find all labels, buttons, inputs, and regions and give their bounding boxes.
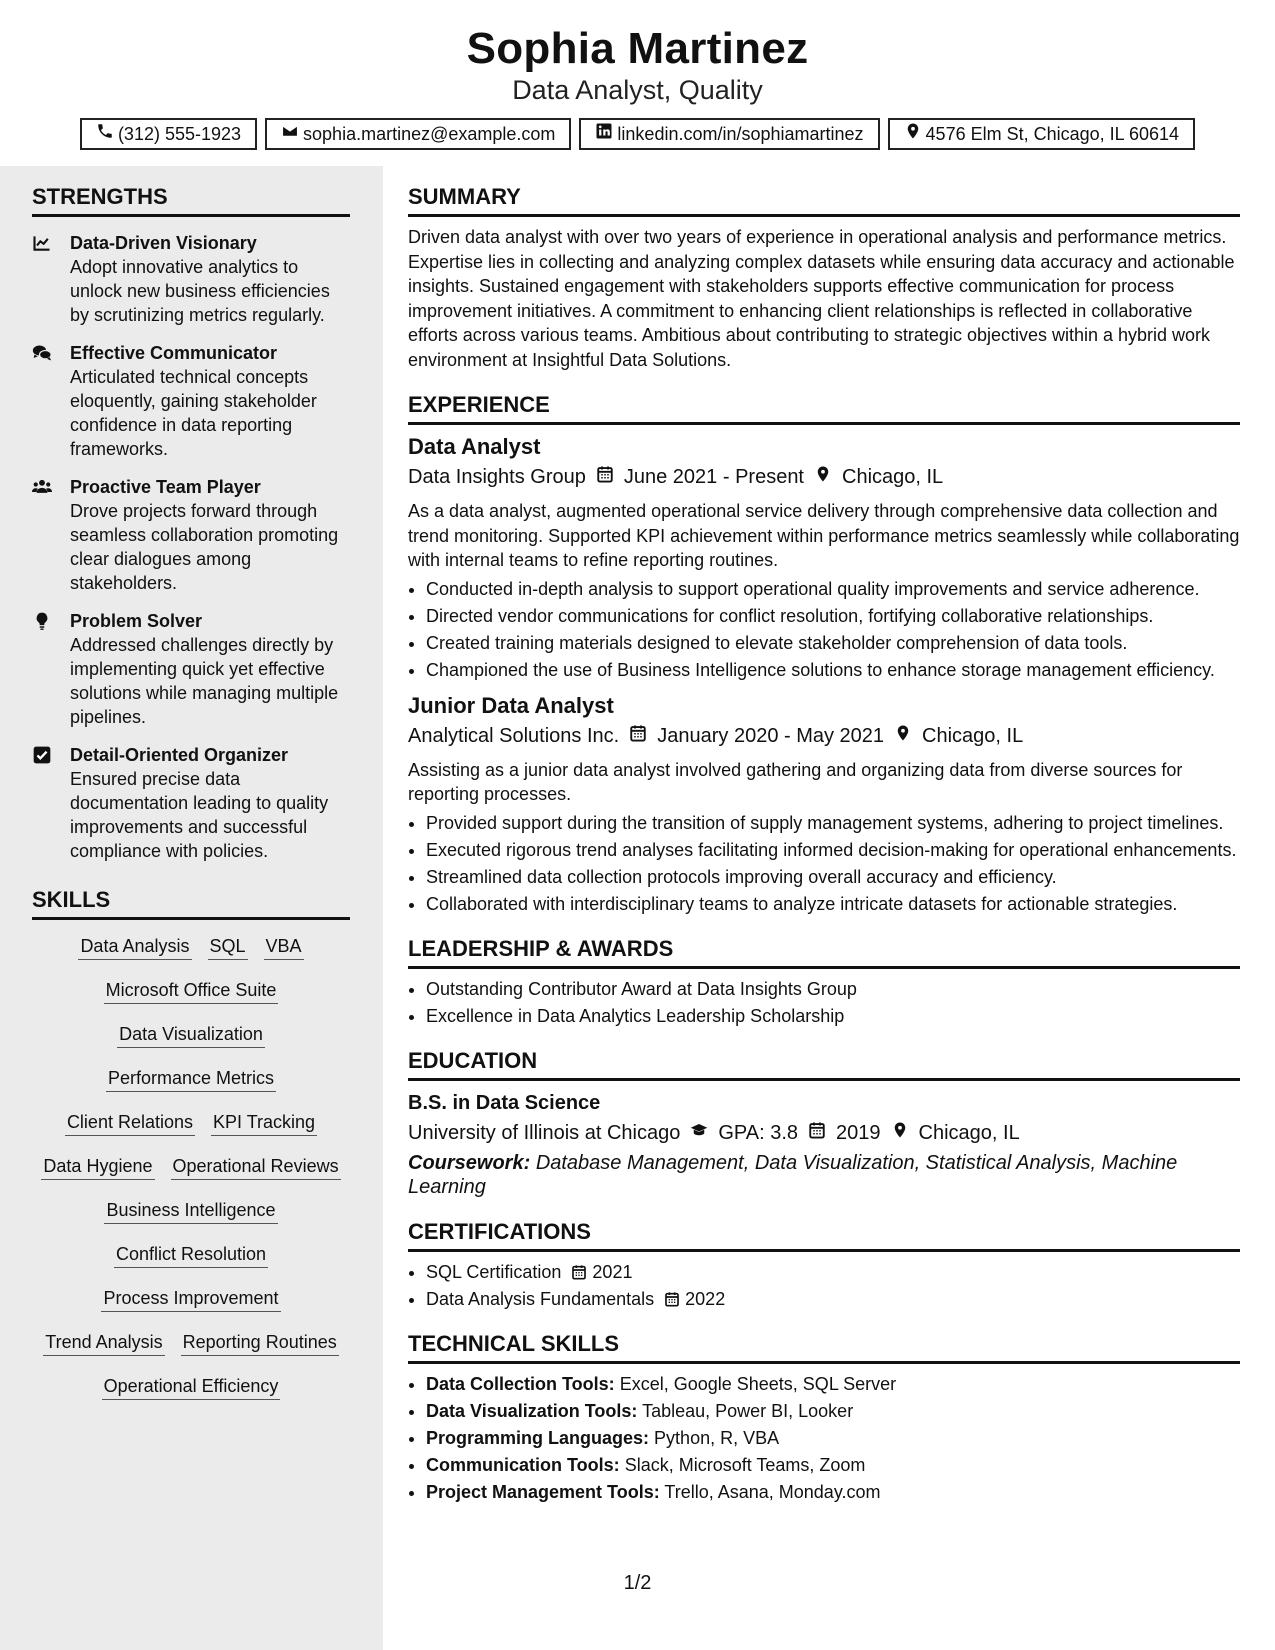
job-location: Chicago, IL — [842, 466, 944, 488]
degree-title: B.S. in Data Science — [408, 1091, 601, 1114]
chart-line-icon — [32, 231, 70, 327]
skill-tag: Data Analysis — [78, 934, 191, 960]
tech-value: Trello, Asana, Monday.com — [664, 1481, 881, 1502]
tech-value: Slack, Microsoft Teams, Zoom — [624, 1454, 866, 1475]
tech-label: Communication Tools: — [426, 1454, 620, 1475]
tech-label: Project Management Tools: — [426, 1481, 660, 1502]
certification-item — [426, 1287, 1240, 1311]
job-description: As a data analyst, augmented operational service delivery through comprehensive data collection and trend monitoring. Supported KPI achievement within performance metrics seamlessly while collaborating with internal teams to refine reporting routines. — [408, 501, 1240, 570]
linkedin-icon — [595, 122, 613, 146]
job-bullet: • Conducted in-depth analysis to support operational quality improvements and service adherence. — [426, 577, 1240, 601]
job-title: Data Analyst — [408, 434, 541, 459]
award-item: • Outstanding Contributor Award at Data Insights Group — [426, 977, 1240, 1001]
resume-header — [0, 0, 1275, 150]
award-item: • Excellence in Data Analytics Leadership Scholarship — [426, 1004, 1240, 1028]
skills-heading: SKILLS — [32, 887, 350, 920]
users-icon — [32, 475, 70, 595]
education-meta — [408, 1119, 1240, 1147]
skill-tag: SQL — [208, 934, 248, 960]
job-bullet: • Collaborated with interdisciplinary teams to analyze intricate datasets for actionable strategies. — [426, 892, 1240, 916]
job-dates: January 2020 - May 2021 — [657, 724, 885, 747]
job-description: Assisting as a junior data analyst involved gathering and organizing data from diverse sources for reporting processes. — [408, 759, 1183, 804]
job-bullets — [408, 577, 1240, 682]
envelope-icon — [281, 122, 299, 146]
job-bullets — [408, 811, 1240, 916]
strength-item — [32, 743, 350, 863]
certifications-list — [408, 1260, 1240, 1311]
chat-bubbles-icon — [32, 341, 70, 461]
linkedin-text: linkedin.com/in/sophiamartinez — [617, 124, 864, 144]
certification-item — [426, 1260, 1240, 1284]
strength-title: Effective Communicator — [70, 343, 278, 363]
tech-value: Excel, Google Sheets, SQL Server — [619, 1373, 897, 1394]
lightbulb-icon — [32, 609, 70, 729]
skill-tag: Trend Analysis — [43, 1330, 164, 1356]
main-content — [408, 166, 1240, 1507]
certification-name: Data Analysis Fundamentals — [426, 1288, 655, 1309]
skill-tag: Performance Metrics — [106, 1066, 276, 1092]
skill-tag: Operational Reviews — [171, 1154, 341, 1180]
strength-item — [32, 341, 350, 461]
job-bullet: • Executed rigorous trend analyses facilitating informed decision-making for operational enhancements. — [426, 838, 1240, 862]
certification-year: 2022 — [685, 1288, 726, 1309]
email-text: sophia.martinez@example.com — [303, 124, 556, 144]
map-pin-icon — [894, 722, 912, 750]
strength-item — [32, 231, 350, 327]
tech-value: Tableau, Power BI, Looker — [642, 1400, 854, 1421]
school-name: University of Illinois at Chicago — [408, 1121, 681, 1144]
skill-tag: Data Visualization — [117, 1022, 265, 1048]
graduation-cap-icon — [690, 1119, 708, 1147]
job-bullet: • Championed the use of Business Intelligence solutions to enhance storage management efficiency. — [426, 658, 1240, 682]
address-text: 4576 Elm St, Chicago, IL 60614 — [925, 124, 1180, 144]
map-pin-icon — [814, 463, 832, 491]
leadership-heading: LEADERSHIP & AWARDS — [408, 936, 1240, 969]
phone-icon — [96, 122, 114, 146]
leadership-list — [408, 977, 1240, 1028]
certifications-heading: CERTIFICATIONS — [408, 1219, 1240, 1252]
technical-skills-list — [408, 1372, 1240, 1504]
skills-list — [32, 934, 350, 1400]
contact-email[interactable] — [265, 118, 571, 150]
skill-tag: Operational Efficiency — [102, 1374, 281, 1400]
skill-tag: Client Relations — [65, 1110, 195, 1136]
skill-tag: Process Improvement — [101, 1286, 280, 1312]
technical-skills-heading: TECHNICAL SKILLS — [408, 1331, 1240, 1364]
map-pin-icon — [891, 1119, 909, 1147]
map-pin-icon — [904, 122, 922, 146]
coursework-label: Coursework: — [408, 1151, 531, 1174]
job-bullet: • Directed vendor communications for conflict resolution, fortifying collaborative relationships. — [426, 604, 1240, 628]
technical-skill-item — [426, 1453, 1240, 1477]
skill-tag: Conflict Resolution — [114, 1242, 268, 1268]
tech-label: Data Collection Tools: — [426, 1373, 615, 1394]
skill-tag: Reporting Routines — [181, 1330, 339, 1356]
summary-text: Driven data analyst with over two years of experience in operational analysis and performance metrics. Expertise lies in collecting and analyzing complex datasets while ensuring data accuracy and actionable insights. Sustained engagement with stakeholders supports effective communication for process improvement initiatives. A commitment to enhancing client relationships is reflected in collaborative efforts across various teams. Ambitious about contributing to strategic objectives within a hybrid work environment at Insightful Data Solutions. — [408, 227, 1235, 370]
certification-year: 2021 — [592, 1261, 633, 1282]
technical-skill-item — [426, 1426, 1240, 1450]
job-entry — [408, 692, 1240, 916]
strengths-heading: STRENGTHS — [32, 184, 350, 217]
strength-desc: Drove projects forward through seamless collaboration promoting clear dialogues among stakeholders. — [70, 501, 339, 593]
tech-value: Python, R, VBA — [654, 1427, 780, 1448]
calendar-icon — [571, 1262, 587, 1282]
candidate-name: Sophia Martinez — [466, 24, 809, 73]
tech-label: Programming Languages: — [426, 1427, 650, 1448]
contact-phone[interactable] — [80, 118, 257, 150]
job-title: Junior Data Analyst — [408, 692, 614, 718]
skill-tag: Microsoft Office Suite — [104, 978, 279, 1004]
contact-address[interactable] — [888, 118, 1196, 150]
job-meta — [408, 463, 1240, 491]
coursework-list: Database Management, Data Visualization, Statistical Analysis, Machine Learning — [408, 1151, 1178, 1198]
skill-tag: KPI Tracking — [211, 1110, 317, 1136]
strength-item — [32, 475, 350, 595]
candidate-title: Data Analyst, Quality — [512, 75, 763, 105]
job-dates: June 2021 - Present — [623, 466, 804, 488]
strength-title: Proactive Team Player — [70, 477, 261, 497]
gpa: GPA: 3.8 — [718, 1121, 799, 1144]
job-entry — [408, 433, 1240, 682]
job-bullet: • Provided support during the transition of supply management systems, adhering to project timelines. — [426, 811, 1240, 835]
checkbox-icon — [32, 743, 70, 863]
strength-title: Problem Solver — [70, 611, 203, 631]
page-number: 1/2 — [623, 1572, 652, 1594]
strength-title: Detail-Oriented Organizer — [70, 745, 289, 765]
strength-item — [32, 609, 350, 729]
job-meta — [408, 722, 1240, 750]
summary-heading: SUMMARY — [408, 184, 1240, 217]
technical-skill-item — [426, 1480, 1240, 1504]
job-bullet: • Created training materials designed to elevate stakeholder comprehension of data tools. — [426, 631, 1240, 655]
experience-heading: EXPERIENCE — [408, 392, 1240, 425]
company-name: Data Insights Group — [408, 466, 586, 488]
sidebar — [0, 166, 383, 1650]
company-name: Analytical Solutions Inc. — [408, 724, 620, 747]
strength-desc: Adopt innovative analytics to unlock new business efficiencies by scrutinizing metrics regularly. — [70, 257, 330, 325]
skill-tag: Business Intelligence — [104, 1198, 277, 1224]
calendar-icon — [629, 722, 647, 750]
phone-text: (312) 555-1923 — [117, 124, 242, 144]
calendar-icon — [664, 1289, 680, 1309]
calendar-icon — [808, 1119, 826, 1147]
skill-tag: Data Hygiene — [41, 1154, 154, 1180]
technical-skill-item — [426, 1372, 1240, 1396]
job-bullet: • Streamlined data collection protocols improving overall accuracy and efficiency. — [426, 865, 1240, 889]
calendar-icon — [596, 463, 614, 491]
skill-tag: VBA — [264, 934, 304, 960]
certification-name: SQL Certification — [426, 1261, 562, 1282]
education-location: Chicago, IL — [918, 1121, 1020, 1144]
tech-label: Data Visualization Tools: — [426, 1400, 638, 1421]
job-location: Chicago, IL — [922, 724, 1024, 747]
strength-title: Data-Driven Visionary — [70, 233, 257, 253]
strength-desc: Articulated technical concepts eloquently, gaining stakeholder confidence in data reporting frameworks. — [70, 367, 317, 459]
graduation-year: 2019 — [836, 1121, 881, 1144]
strength-desc: Ensured precise data documentation leading to quality improvements and successful compliance with policies. — [70, 769, 329, 861]
technical-skill-item — [426, 1399, 1240, 1423]
contact-linkedin[interactable] — [579, 118, 879, 150]
contact-bar — [0, 118, 1275, 150]
coursework — [408, 1151, 1240, 1199]
education-heading: EDUCATION — [408, 1048, 1240, 1081]
strength-desc: Addressed challenges directly by implementing quick yet effective solutions while managing multiple pipelines. — [70, 635, 339, 727]
